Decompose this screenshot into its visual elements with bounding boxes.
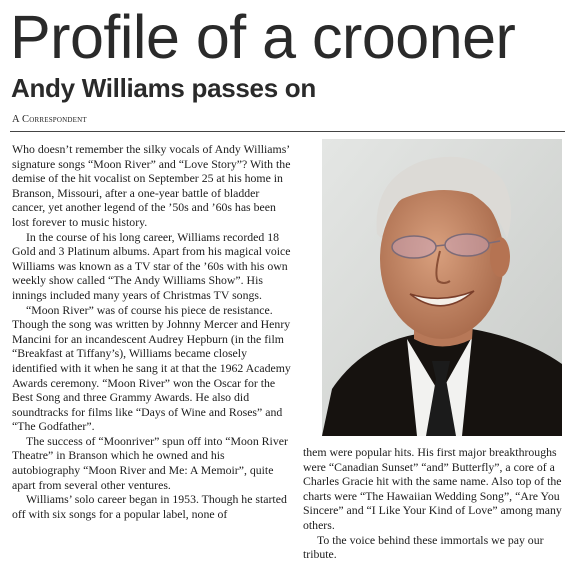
paragraph: Who doesn’t remember the silky vocals of Andy Williams’ signature songs “Moon River” and “Love Story”? With the demise of the hit vocalist on September 25 at his home in Branson, Missouri, after a one-year battle of bladder cancer, yet another legend of the ’50s and ’60s has been lost forever to music history.: [12, 142, 291, 229]
paragraph: them were popular hits. His first major breakthroughs were “Canadian Sunset” “and” Butterfly”, a core of a Charles Gracie hit with the same name. Also top of the charts were “The Hawaiian Wedding Song”, “Are You Sincere” and “I Like Your Kind of Love” among many others.: [303, 445, 562, 532]
headline: Profile of a crooner: [10, 3, 516, 71]
portrait-photo: [322, 139, 562, 436]
paragraph: To the voice behind these immortals we pay our tribute.: [303, 532, 544, 562]
paragraph: Williams’ solo career began in 1953. Though he started off with six songs for a popular label, none of: [12, 492, 287, 521]
byline: A Correspondent: [12, 114, 87, 125]
paragraph: In the course of his long career, Williams recorded 18 Gold and 3 Platinum albums. Apart from his magical voice Williams was known as a TV star of the ’60s with his own weekly show called “The Andy Williams Show”. His innings included many years of Christmas TV songs.: [12, 229, 291, 302]
paragraph: “Moon River” was of course his piece de resistance. Though the song was written by Johnny Mercer and Henry Mancini for an incandescent Audrey Hepburn (in the film “Breakfast at Tiffany’s), Williams became closely identified with it when he sang it at that the 1962 Academy Awards ceremony. “Moon River” won the Oscar for the Best Song and three Grammy Awards. He also did soundtracks for films like “Days of Wine and Roses” and “The Godfather”.: [12, 302, 291, 434]
header-divider: [10, 131, 565, 132]
article-column-left: [12, 142, 294, 521]
article-column-right: [303, 445, 568, 562]
paragraph: The success of “Moonriver” spun off into “Moon River Theatre” in Branson which he owned and his autobiography “Moon River and Me: A Memoir”, quite apart from several other ventures.: [12, 433, 288, 492]
subheadline: Andy Williams passes on: [11, 73, 316, 103]
